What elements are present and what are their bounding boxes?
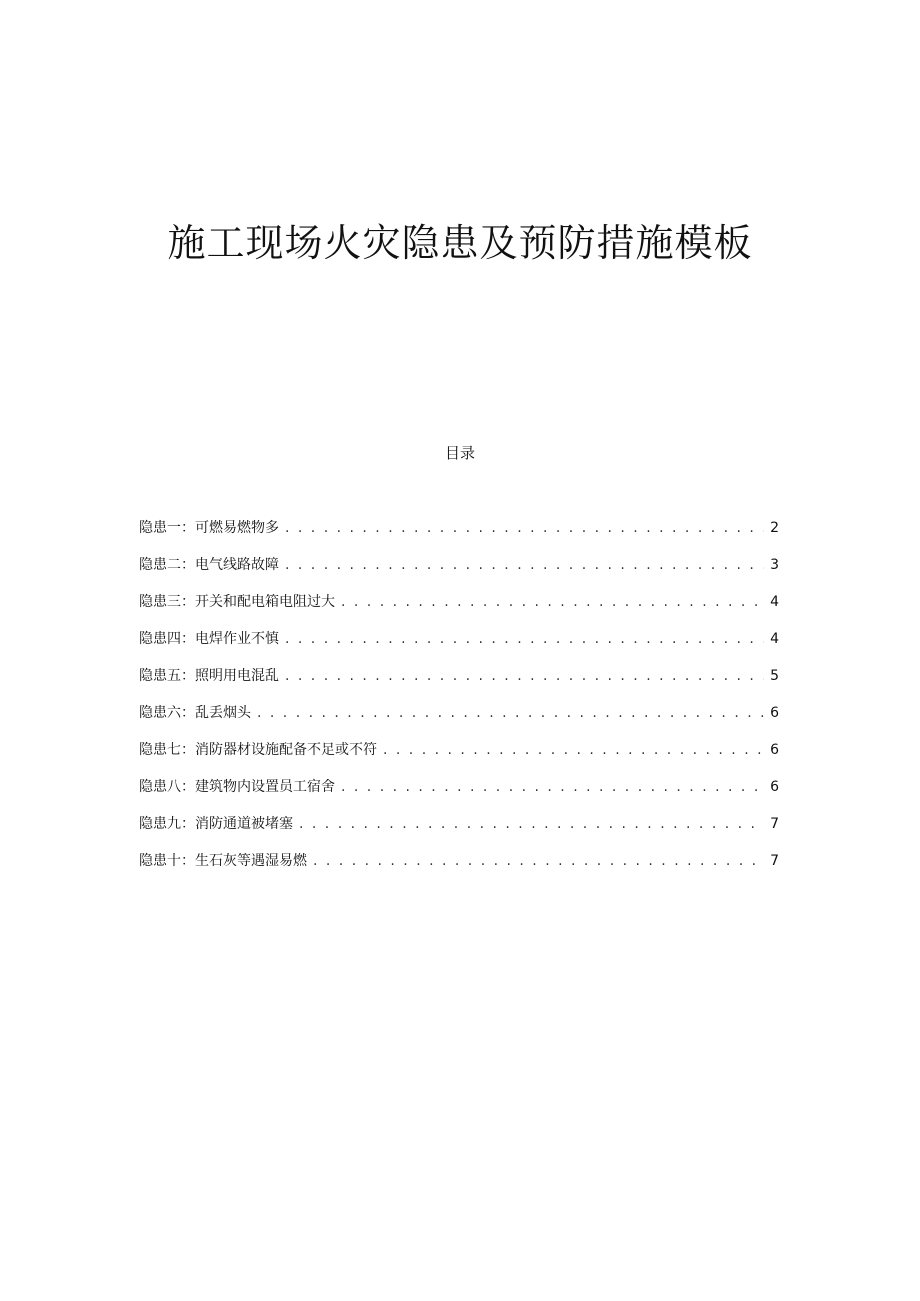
toc-entry-label: 隐患九：消防通道被堵塞 [139, 816, 293, 832]
toc-dot-leader [285, 518, 764, 538]
toc-entry-8[interactable] [139, 777, 779, 814]
toc-entry-label: 隐患八：建筑物内设置员工宿舍 [139, 779, 335, 795]
toc-dot-leader [341, 592, 764, 612]
toc-entry-6[interactable] [139, 703, 779, 740]
toc-entry-label: 隐患一：可燃易燃物多 [139, 520, 279, 536]
document-title: 施工现场火灾隐患及预防措施模板 [167, 221, 753, 265]
toc-entry-page: 3 [770, 557, 779, 573]
toc-entry-page: 7 [770, 853, 779, 869]
toc-dot-leader [313, 851, 764, 871]
toc-entry-page: 4 [770, 594, 779, 610]
toc-dot-leader [285, 629, 764, 649]
toc-entry-page: 6 [770, 742, 779, 758]
toc-entry-page: 6 [770, 705, 779, 721]
toc-dot-leader [341, 777, 764, 797]
toc-dot-leader [383, 740, 764, 760]
toc-entry-10[interactable] [139, 851, 779, 888]
toc-entry-label: 隐患二：电气线路故障 [139, 557, 279, 573]
toc-entry-page: 4 [770, 631, 779, 647]
toc-entry-3[interactable] [139, 592, 779, 629]
toc-dot-leader [285, 555, 764, 575]
toc-entry-4[interactable] [139, 629, 779, 666]
toc-entry-5[interactable] [139, 666, 779, 703]
toc-entry-label: 隐患十：生石灰等遇湿易燃 [139, 853, 307, 869]
toc-entry-1[interactable] [139, 518, 779, 555]
toc-entry-label: 隐患六：乱丢烟头 [139, 705, 251, 721]
toc-entry-label: 隐患七：消防器材设施配备不足或不符 [139, 742, 377, 758]
toc-entry-label: 隐患五：照明用电混乱 [139, 668, 279, 684]
toc-dot-leader [299, 814, 764, 834]
toc-entry-page: 2 [770, 520, 779, 536]
table-of-contents [139, 518, 779, 888]
toc-heading: 目录 [444, 444, 475, 462]
toc-entry-page: 6 [770, 779, 779, 795]
toc-entry-9[interactable] [139, 814, 779, 851]
toc-entry-page: 7 [770, 816, 779, 832]
toc-entry-label: 隐患四：电焊作业不慎 [139, 631, 279, 647]
toc-dot-leader [285, 666, 764, 686]
toc-dot-leader [257, 703, 764, 723]
toc-entry-label: 隐患三：开关和配电箱电阻过大 [139, 594, 335, 610]
toc-entry-7[interactable] [139, 740, 779, 777]
toc-entry-2[interactable] [139, 555, 779, 592]
toc-entry-page: 5 [770, 668, 779, 684]
